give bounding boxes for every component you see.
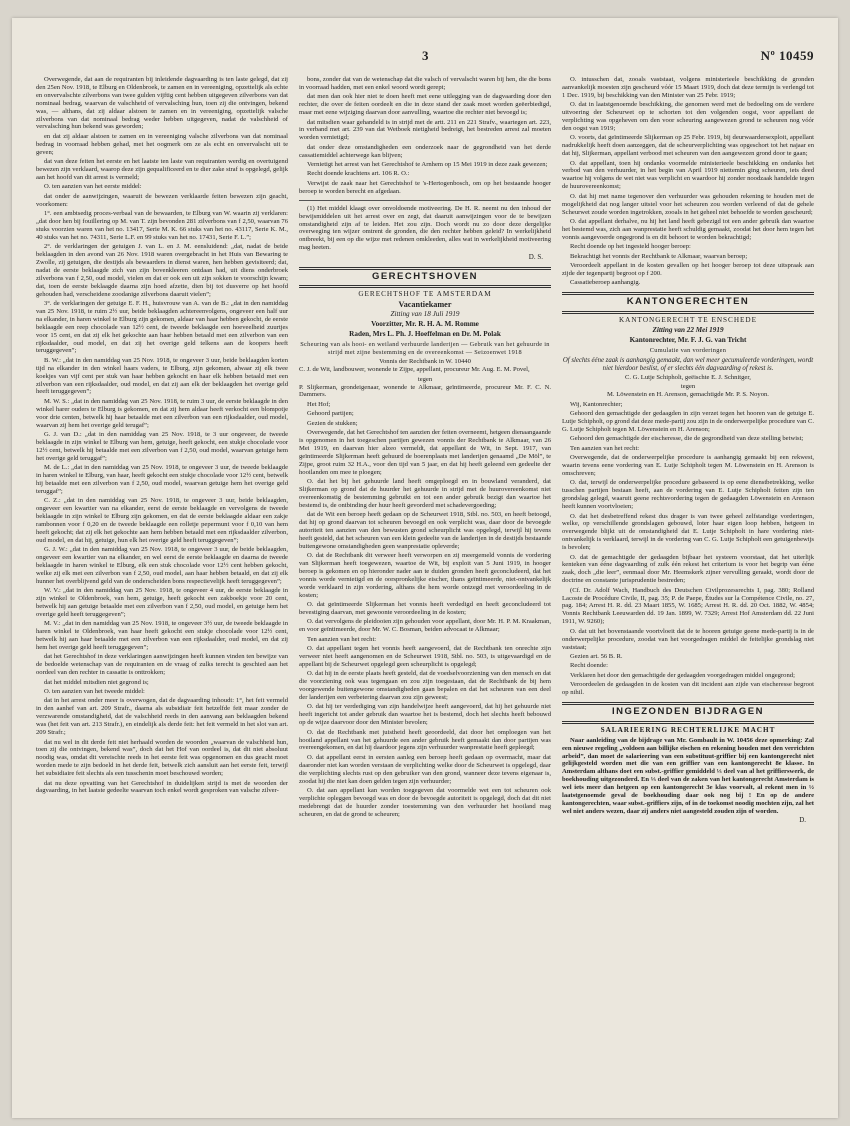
paragraph: O. ten aanzien van het tweede middel: [44,688,145,696]
paragraph: Recht doende krachtens art. 106 R. O.: [307,170,410,178]
paragraph: Overwegende, dat het Gerechtshof ten aanzien der feiten overneemt, hetgeen dienaangaande is opgenomen in het toegeschen partijen gewezen vonnis der Rechtbank te Alkmaar, van 26 Mei 1919, en daarvan hier alzeo vermeldt, dat appellant de Wit, in Sept. 1917, van geïntimeerde Slijkerman heeft gehuurd de boerenplaats met landerijen genaamd „De Möl”, te Zijpe, groot ruim 32 H.A., voor den tijd van 5 jaar, en dat hij heeft geleend een gedeelte der hooilanden om mee te ploegen; [299,429,551,476]
divider [299,285,551,288]
paragraph: 1°. een ambtsedig proces-verbaal van de bewaarden, te Elburg van W. waarin zij verklaren: „dat door hen bij fouillering op M. van T. zijn bevonden 281 zilverbons van f 2,50, waarvan 76 stuks voorzien waren van het no. 13417, Serie M. K. 66 stuks van het no. 43117, Serie K. M., 40 stuks van het no. 74311, Serie L.F. en 99 stuks van het no. 17431, Serie F. L.”; [36,210,288,241]
tegen-label: tegen [417,375,433,383]
paragraph: O. dat de Rechtbank dit verweer heeft verworpen en zij meergemeld vonnis de vordering van Slijkerman heeft toegewezen, waartoe de Wit, bij exploit van 5 Juni 1919, in hooger beroep is gekomen en op hieronder nader aan te duiden gronden heeft geconcludeerd, dat het vonnis worde vernietigd en de oorspronkelijke eischer, thans geïntimeerde, niet-ontvankelijk worde verklaard in zijn vordering, althans die hem worde ontzegd met veroordeeling in de kosten; [299,552,551,599]
paragraph: C. Z.: „dat in den namiddag van 25 Nov. 1918, te ongeveer 3 uur, beide beklaagden, ongeveer een kwartier van na elkander, eerst de eerste beklaagde en vervolgens de tweede beklaagde in zijn winkel te Elburg zijn gekomen, en dat de eerste beklaagde aldaar een zakje rambonnen voor f 0,20 en de tweede beklaagde een rolletje pepermunt voor f 0,10 van hem heeft gekocht; dat zij elk het gekochte aan hem hebben betaald met een rijksdaalder zilverbon, oud model, en dat hij, getuige, hun elk het overige geld heeft teruggegeven”; [36,497,288,544]
paragraph: Ten aanzien van het recht: [307,635,377,643]
paragraph: bons, zonder dat van de wetenschap dat die valsch of vervalscht waren bij hen, die die bons in voorraad hadden, met een enkel woord wordt gerept; [299,76,551,91]
paragraph: M. de L.: „dat in den namiddag van 25 Nov. 1918, te ongeveer 3 uur, de tweede beklaagde in haren winkel te Elburg, van haar, heeft gekocht een stukje chocolade voor 12½ cent, betwelk hij betaalde met een zilverbon van f 2,50, oud model, waarvan getuige hem het overige geld teruggaf”; [36,464,288,495]
paragraph: O. dat het desbetreffend rekest dus drager is van twee geheel zelfstandige vorderingen, welke, op verschillende grondslagen gebouwd, loter haar eigen loop hebben, hetgeen in overwegende blijkt uit de omstandigheid dat E. Lutje Schipholt in hare vordering niet-ontvankelijk is verklaard, terwijl in de vordering van C. G. Lutje Schipholt een getuigenbewijs is bevolen; [562,512,814,552]
paragraph: Verklaren het door den gemachtigde der gedaagden voorgedragen middel ongegrond; [570,671,795,679]
paragraph: Veroordeelt appellant in de kosten gevallen op het hooger beroep tot deze uitspraak aan zijde der tegenpartij begroot op f 200. [562,261,814,277]
paragraph: Gezien de stukken; [307,419,358,427]
paragraph: Recht doende op het ingesteld hooger beroep: [570,243,691,251]
paragraph: G. J. van D.: „dat in den namiddag van 25 Nov. 1918, te 3 uur ongeveer, de tweede beklaagde in zijn winkel te Elburg van hem, getuige, heeft gekocht, een stukje chocolade voor 12½ cent, betwelk hij betaalde met een zilverbon van f 2,50, oud model, waarvan getuige hem het overige geld teruggaf”; [36,430,288,462]
paragraph: dat nu deze opvatting van het Gerechtshof in duidelijken strijd is met de woorden der dagvaarding, in het laatste gedeelte waarvan toch enkel wordt gesproken van valsche zilver- [36,779,288,795]
divider [299,200,551,201]
footnote-signature: D. S. [528,252,543,261]
court-name: GERECHTSHOF TE AMSTERDAM [358,290,492,299]
newspaper-page [12,18,838,1118]
party-appellant: C. J. de Wit, landbouwer, wonende te Zijpe, appellant, procureur Mr. Aug. E. M. Povel, [299,366,530,374]
paragraph: O. dat vervolgens de pleidooien zijn gehouden voor appellant, door Mr. H. P. M. Kraakman, en voor geïntimeerde, door Mr. W. C. Bosman, beiden advocaat te Alkmaar; [299,618,551,634]
paragraph: O. dat aan appellant kan worden toegegeven dat voormelde wet een tot scheuren ook verplichte opleggen bevoegd was en door de bevoegde autoriteit is opgelegd, doch dat dit niet medebrengt dat de huurder zonder toestemming van den verhuurder het hooiland mag scheuren, en dat de grond te scheuren; [299,787,551,818]
tegen-label: tegen [680,383,696,391]
section-title: INGEZONDEN BIJDRAGEN [612,705,764,717]
paragraph: O. dat appellant derhalve, nu hij het land heeft gebezigd tot een ander gebruik dan waartoe het bestemd was, zich aan wanprestatie heeft schuldig gemaakt, zoodat het door hem tegen het vonnis aangevoerde ongegrond is en dit behoort te worden bekrachtigd; [562,217,814,241]
paragraph: dat in het arrest onder meer is overwogen, dat de dagvaarding inhoudt: 1°, het feit vermeld in den aanhef van art. 209 Strafr., daarna als subsidiair feit hetzelfde feit maar zonder de verzwarende omstandigheid, dat de valschheid reeds in den aanvang aan beklaagden bekend was (het feit van art. 213 Strafr.), en eindelijk als derde feit: het feit vermeld in het slot van art. 209 Strafr.; [36,697,288,737]
paragraph-list [562,410,814,697]
paragraph: en dat zij aldaar alstoen te zamen en in vereeniging valsche zilverbons van dat nominaal bedrag in voorraad hebben gehad, met het oogmerk om ze als echt en onvervalscht uit te geven; [36,132,288,156]
paragraph-list [36,133,288,796]
paragraph-list [299,76,551,196]
paragraph: Recht doende: [570,662,608,670]
paragraph-list [562,76,814,287]
paragraph: Gezien art. 56 B. R. [570,652,623,660]
case-summary: Scheuring van als hooi- en weiland verhuurde landerijen — Gebruik van het gehuurde in strijd met zijne bestemming en de overeenkomst — Seizoenwet 1918 [300,340,550,356]
paragraph: Gehoord den gemachtigde der gedaagden in zijn verzet tegen het hooren van de getuige E. Lutje Schipholt, op grond dat deze mede-partij zou zijn in de onderwerpelijke procedure van C. G. Lutje Schipholt tegen M. Löwenstein en H. Arenson; [562,410,814,433]
article-body: Naar aanleiding van de bijdrage van Mr. Gombault in W. 10456 deze opmerking: Zal een nieuwe regeling „voldoen aan billijke eischen en rekening houden met den verrichten arbeid”, dan moet de salarieering van een substituut-griffier bij een kantongerecht niet gelijkgesteld worden met die van een griffier van een kantongerecht 8e klasse. In Amsterdam althans doet een subst.-griffier gemiddeld ⅓ deel van al het griffierswerk, de boekhouding uitgezonderd. En ⅓ deel van de zaken van het kantongerecht Amsterdam is wel iets meer dan hetgeen op een kantongerecht 3e klas voorvalt, al rekent men in ½ laatstgenoemde geval de boekhouding daar ook nog bij ! En op de andere kantongerechten, waar subst.-griffiers zijn, of in de toekomst noodig mochten zijn, zal het wel niet anders wezen, daar zij anders niet aangesteld zouden zijn of worden. [562,736,814,815]
court-name: KANTONGERECHT TE ENSCHEDE [618,316,757,325]
paragraph: M. V.: „dat in den namiddag van 25 Nov. 1918, te ongeveer 3½ uur, de tweede beklaagde in haren winkel te Oldenbroek, van haar heeft gekocht een stukje chocolade voor 12½ cent, betwelk hij aan haar betaalde met een zilverbon van een rijksdaalder, oud model, en dat zij hem het overige geld heeft teruggegeven”; [36,620,288,652]
paragraph: O. ten aanzien van het eerste middel: [44,183,142,191]
paragraph: Cassatieberoep aanhangig. [570,279,641,287]
paragraph: dat onder deze omstandigheden een onderzoek naar de gegrondheid van het derde cassatiemiddel achterwege kan blijven; [299,143,551,159]
paragraph: Veroordeelen de gedaagden in de kosten van dit incident aan zijde van eischeresse begroot op nihil. [562,681,814,697]
paragraph-list [299,429,551,819]
paragraph: dat men dan ook hier niet te doen heeft met eene uitlegging van de dagvaarding door den rechter, die over de feiten oordeelt en die in deze stand der zaak moet worden geëerbiedigd, maar met eene wijziging daarvan door aanvulling, waartoe die rechter niet bevoegd is; [299,93,551,117]
paragraph: O. dat appellant tegen het vonnis heeft aangevoerd, dat de Rechtbank ten onrechte zijn verweer niet heeft aangenomen en de Scheurwet 1918, Stbl. no. 503, is uitgevaardigd en de appellant bij de Scheurwet opgelegd geen scheurplicht is opgelegd; [299,645,551,668]
paragraph: O. dat de gemachtigde der gedaagden bijbaar het systeem voorstaat, dat het uiterlijk kenteken van ééne dagvaarding of zulk één rekest het criterium is voor het begrip van ééne zaak, doch „die leer”, eenmaal door Mr. Heemskerk zijner vervulling geraakt, wordt door de doctrine en constante jurisprudentie bestreden; [562,553,814,585]
column-1 [36,76,288,1116]
paragraph: Ten aanzien van het recht: [570,444,640,452]
paragraph: Bekrachtigt het vonnis der Rechtbank te Alkmaar, waarvan beroep; [570,252,748,260]
vonnis-ref: Vonnis der Rechtbank in W. 10440 [379,358,471,366]
court-heading: Het Hof; [307,400,331,408]
divider [299,267,551,270]
court-heading: Wij, Kantonrechter; [570,400,623,408]
paragraph: Verwijst de zaak naar het Gerechtshof te 's-Hertogenbosch, om op het bestaande hooger beroep te worden berecht en afgedaan. [299,179,551,195]
paragraph: B. W.: „dat in den namiddag van 25 Nov. 1918, te ongeveer 3 uur, beide beklaagden korten tijd na elkander in den winkel haars vaders, te Elburg, zijn gekomen, alwaar zij elk twee koekjes van vijf cent per stuk van haar hebben gekocht en haar elk hebben betaald met een zilverbon van een rijksdaalder, oud model, en dat zij aan elk der beklaagden het overige geld heeft teruggegeven”; [36,356,288,396]
paragraph: W. V.: „dat in den namiddag van 25 Nov. 1918, te ongeveer 4 uur, de eerste beklaagde in zijn winkel te Oldenbroek, van hem, getuige, heeft gekocht een zakboekje voor 20 cent, betwelk hij aan getuige betaalde met een zilverbon van f 2,50, oud model, en getuige hem het overige geld heeft teruggegeven”; [36,587,288,618]
paragraph: O. dat het bij het gehuurde land heeft omgeploegd en in bouwland veranderd, dat Slijkerman op grond dat de huurder het gehuurde in strijd met de huurovereenkomst niet overeenkomstig de bestemming gebruikt en tot een ander gebruik bezigt dan waartoe het bestemd is, de ontbinding der huur heeft gevorderd met schadevergoeding; [299,477,551,509]
paragraph: O. dat de Rechtbank met juistheid heeft geoordeeld, dat door het omploegen van het hooiland appellant van het gehuurde een ander gebruik heeft gemaakt dan door partijen was overeengekomen, en dat hij daardoor jegens zijn verhuurder wanprestatie heeft gepleegd; [299,728,551,752]
paragraph: dat het middel mitsdien niet gegrond is; [44,678,149,686]
paragraph: dat mitsdien waar gehandeld is in strijd met de artt. 211 en 221 Strafv., waartegen art. 223, in verband met art. 239 van dat Wetboek nietigheid bedreigt, het bestreden arrest zal moeten worden vernietigd; [299,118,551,142]
divider [562,311,814,314]
divider [562,721,814,724]
article-signature: D. [799,816,806,825]
paragraph: dat de Wit een beroep heeft gedaan op de Scheurwet 1918, Stbl. no. 503, en heeft betoogd, dat hij op grond daarvan tot scheuren bevoegd en ook verplicht was, daar door de bevoegde autoriteit ten aanzien van den bewusten grond scheurplicht was opgelegd, terwijl hij tevens heeft gesteld, dat het scheuren van een klein gedeelte van de landerijen in de destijds bestaande buitengewone omstandigheden geen wanprestatie opleverde; [299,511,551,550]
paragraph: 2°. de verklaringen der getuigen J. van L. en J. M. eensluidend: „dat, nadat de beide beklaagden in den avond van 26 Nov. 1918 waren overgebracht in het Huis van Bewaring te Zwolle, zij getuigen, die destijds als bewaarders in dienst waren, hen hebben gevisiteerd; dat, nadat de eerste beklaagde zich van zijn bovenkleeren ontdaan had, uit diens onderbroek zilverbons van f 2,50, oud model, vielen en dat er ook een uit zijn sokken te voorschijn kwam; dat, toen de eerste beklaagde daarna zijn hoed afzette, dien bij tot dusverre op het hoofd gehouden had, verscheidene zoodanige zilverbons daaruit vielen”; [36,243,288,298]
chair: Voorzitter, Mr. R. H. A. M. Romme [371,320,479,329]
paragraph: G. J. W.: „dat in den namiddag van 25 Nov. 1918, te ongeveer 3 uur, de beide beklaagden, ongeveer een kwartier van na elkander, en wel eerst de eerste beklaagde en daarna de tweede beklaagde in haren winkel te Elburg, elk een stuk chocolade voor 12½ cent hebben gekocht, welke zij elk met een zilverbon van f 2,50, oud model, aan haar hebben betaald, en dat zij elk hunner het overblijvend geld van de onderscheiden bons respectievelijk heeft teruggegeven”; [36,546,288,585]
paragraph: O. dat appellant, toen hij ondanks voormelde ministerieele beschikking en ondanks het verbod van den verhuurder, in het begin van April 1919 niettemin ging scheuren, iets deed waartoe hij volgens de wet niet was verplicht en waardoor hij zonder noodzaak handelde tegen de huurovereenkomst; [562,159,814,191]
paragraph: dat onder de aanwijzingen, waaruit de bewezen verklaarde feiten bewezen zijn geacht, voorkomen: [36,192,288,208]
party-defendant: M. Löwenstein en H. Arenson, gemachtigde Mr. P. S. Noyon. [607,391,769,399]
paragraph-list [299,410,551,427]
paragraph: O. dat in laatstgenoemde beschikking, die genomen werd met de bedoeling om de verdere uitvoering der Scheurwet op te schorten tot den volgenden oogst, voor appellant de verplichting was opgeheven om den voor scheuring aangewezen grond te scheuren nog vóór den oogst van 1919; [562,101,814,132]
page-number: 3 [422,48,429,63]
paragraph: (Cf. Dr. Adolf Wach, Handbuch des Deutschen Civilprozessrechts I, pag. 380; Rolland Lacoste de Procédure Civile, II, pag. 35; P. de Paepe, Études sur la Compétence Civile, no. 27, pag. 184; Arrest H. R. dd. 23 Maart 1855, W. 1685; Arrest H. R. dd. 20 Oct. 1882, W. 4854; Vonnis Rechtbank Leeuwarden dd. 19 Jan. 1899, W. 7329; Arrest Hof Amsterdam dd. 22 Juni 1911, W. 9260); [562,586,814,626]
paragraph: Overwegende, dat de onderwerpelijke procedure is aanhangig gemaakt bij een rekwest, waarin tevens eene vordering van E. Lutje Schipholt tegen M. Löwenstein en H. Arenson is omschreven; [562,454,814,477]
column-3 [562,76,814,1116]
judges: Raden, Mrs L. Ph. J. Hoeffelman en Dr. M. Polak [349,330,501,339]
paragraph: O. dat hij met name tegenover den verhuurder was gehouden rekening te houden met de mogelijkheid dat nog langer uitstel voor het scheuren zou worden verleend of dat de gehele Scheurwet zoude worden ingetrokken, zooals in het geheel niet behoefde te worden gescheurd; [562,192,814,216]
paragraph: 3°. de verklaringen der getuige E. F. H., huisvrouw van A. van de B.: „dat in den namiddag van 25 Nov. 1918, te ruim 2½ uur, beide beklaagden achtereenvolgens, ongeveer een half uur na elkander, in haren winkel te Elburg zijn gekomen, aldaar van haar hebben gekocht, de eerste beklaagde een reep chocolade van 12½ cent, de tweede beklaagde een hoeveelheid zuurtjes voor 15 cent, en dat zij elk het gekochte aan haar hebben betaald met een zilverbon van een rijksdaalder, oud model, en dat zij het overige geld telkens aan de koopers heeft teruggegeven”; [36,299,288,355]
footnote: (1) Het middel klaagt over onvoldoende motiveering. De H. R. neemt nu den inhoud der bewijsmiddelen uit het arrest over en zegt, dat daaruit aanwijzingen voor de te bewijzen omstandigheid zijn af te leiden. Het zou zijn. Doch wordt nu zo door deze dergelijke overweging ten wijzer omtrent de gronden, die den rechter hebben geleid? In werkelijkheid ontbreekt, bij een op die wijze met redenen omkleeden, alles wat in werkelijkheid motiveering mag heeten. [299,204,551,252]
paragraph: O. dat hij ter verdediging van zijn handelwijze heeft aangevoerd, dat hij het gehuurde niet heeft ingericht tot ander gebruik dan waartoe het is bestemd, doch het slechts heeft bebouwd op de wijze daarvoor door den Minister bevolen; [299,703,551,727]
divider [562,292,814,295]
paragraph: Overwegende, dat aan de requiranten bij inleidende dagvaarding is ten laste gelegd, dat zij den 25en Nov. 1918, te Elburg en Oldenbroek, te zamen en in vereeniging, opzettelijk als echte en onvervalschte zilverbons van twee gulden vijftig cent hebben uitgegeven zilverbons van dat nominaal bedrag, waarvan de valschheid of vervalsching hun, toen zij die ontvingen, bekend was, — althans, dat zij aldaar alstoen te zamen en in vereeniging, opzettelijk valsche zilverbons van dat nominaal bedrag weder hebben uitgegeven, nadat de valschheid of vervalsching hun bekend was geworden; [36,76,288,131]
paragraph: O. voorts, dat geïntimeerde Slijkerman op 25 Febr. 1919, bij deurwaardersexploit, appellant nadrukkelijk heeft doen aanzeggen, dat de scheurverplichting was opgeschort tot het najaar en dat hij, Slijkerman, appellant verbood met scheuren van den aangewezen grond door te gaan; [562,134,814,158]
section-title: KANTONGERECHTEN [626,296,750,308]
summary-text: Of slechts ééne zaak is aanhangig gemaakt, dan wel meer gecumuleerde vorderingen, wordt niet hierdoor beslist, of er slechts één dagvaarding of rekest is. [562,356,814,372]
paragraph: dat van deze feiten het eerste en het laatste ten laste van requiranten werdig en overtuigend bewezen zijn verklaard, waarop deze zijn gequalificeerd en te dier zake straf is opgelegd, gelijk aan het hoofd van dit arrest is vermeld; [36,158,288,181]
summary-caption: Cumulatie van vorderingen [649,346,727,354]
paragraph: Gehoord den gemachtigde der eischeresse, die de gegrondheid van deze stelling betwist; [570,435,804,443]
column-2 [299,76,551,1116]
section-title: GERECHTSHOVEN [371,270,479,282]
session-date: Zitting van 22 Mei 1919 [652,325,724,334]
party-respondent: P. Slijkerman, grondeigenaar, wonende te Alkmaar, geïntimeerde, procureur Mr. F. C. N. Dammers. [299,383,551,399]
issue-number: Nº 10459 [760,48,814,63]
paragraph: dat het Gerechtshof in deze verklaringen aanwijzingen heeft kunnen vinden ten bewijze van de bedoelde wetenschap van de requiranten en de vraag of zulks terecht is geschied aan het oordeel van den rechter in cassatie is onttrokken; [36,653,288,677]
paragraph: O. dat uit het bovenstaande voortvloeit dat de te hooren getuige geene mede-partij is in de onderwerpelijke procedure, zoodat van het voorgedragen middel de feitelijke grondslag niet vaststaat; [562,627,814,651]
paragraph: M. W. S.: „dat in den namiddag van 25 Nov. 1918, te ruim 3 uur, de eerste beklaagde in den winkel harer ouders te Elburg is gekomen, en dat zij hem aldaar heeft verkocht een blompotje voor drie centen, betwelk hij haar betaalde met een zilverbon van een rijksdaalder, oud model, waarvan zij hem het overige geld terugaf”; [36,397,288,429]
chamber: Vacantiekamer [398,300,452,310]
paragraph: Vernietigt het arrest van het Gerechtshof te Arnhem op 15 Mei 1919 in deze zaak gewezen; [307,161,548,169]
session-date: Zitting van 18 Juli 1919 [390,310,460,319]
divider [562,702,814,705]
party-plaintiff: C. G. Lutje Schipholt, geëischte E. J. Schnitger, [625,374,751,381]
paragraph: Gehoord partijen; [307,410,354,418]
judge: Kantonrechter, Mr. F. J. G. van Tricht [629,335,747,344]
paragraph: O. dat geïntimeerde Slijkerman het vonnis heeft verdedigd en heeft geconcludeerd tot bevestiging daarvan, met gewoonte veroordeeling in de kosten; [299,601,551,616]
paragraph: dat nu wel in dit derde feit niet herhaald worden de woorden „waarvan de valschheid hun, toen zij die ontvingen, bekend was”, doch dat het Hof van oordeel is, dat dit niet absoluut noodig was, omdat dit vereischte reeds in het eerste feit was opgenomen en dus geacht moet worden mede te zijn bedoeld in het derde feit, betwelk zich aansluit aan het eerste feit, terwijl het subsidiaire feit slechts als een tusschenin moet beschouwd worden; [36,738,288,778]
paragraph: O. dat, terwijl de onderwerpelijke procedure gebaseerd is op eene dienstbetrekking, welke tusschen partijen bestaan heeft, aan de vordering van E. Lutje Schipholt feiten zijn ten grondslag gelegd, waaruit geene rechtsvordering tegen de gedaagden Löwenstein en Arenson heeft kunnen voortvloeien; [562,479,814,511]
paragraph: O. intusschen dat, zooals vaststaat, volgens ministerieele beschikking de gronden aanvankelijk moesten zijn gescheurd vóór 15 Maart 1919, doch dat deze termijn is verlengd tot 1 Dec. 1919, bij beschikking van den Minister van 25 Febr. 1919; [562,76,814,99]
paragraph: O. dat hij in de eerste plaats heeft gesteld, dat de voedselvoorziening van den mensch en dat die voorziening ook was tegengaan en zou zijn toegestaan, dat de Rechtbank de bij hem voorgewende buitengewone omstandigheden gaan bepalen en dat het scheuren van een deel der landerijen een verbetering daarvan zou zijn geweest; [299,670,551,702]
article-title: SALARIEERING RECHTERLIJKE MACHT [600,725,776,734]
paragraph: O. dat appellant eerst in eersten aanleg een beroep heeft gedaan op overmacht, maar dat daaronder niet kan worden verstaan de verplichting welke door de Scheurwet is opgelegd, daar die verplichting slechts rust op den gebruiker van den grond, wanneer deze tevens eigenaar is, zoodat hij die niet kan doen gelden tegen zijn verhuurder; [299,753,551,785]
page-header [12,48,838,68]
